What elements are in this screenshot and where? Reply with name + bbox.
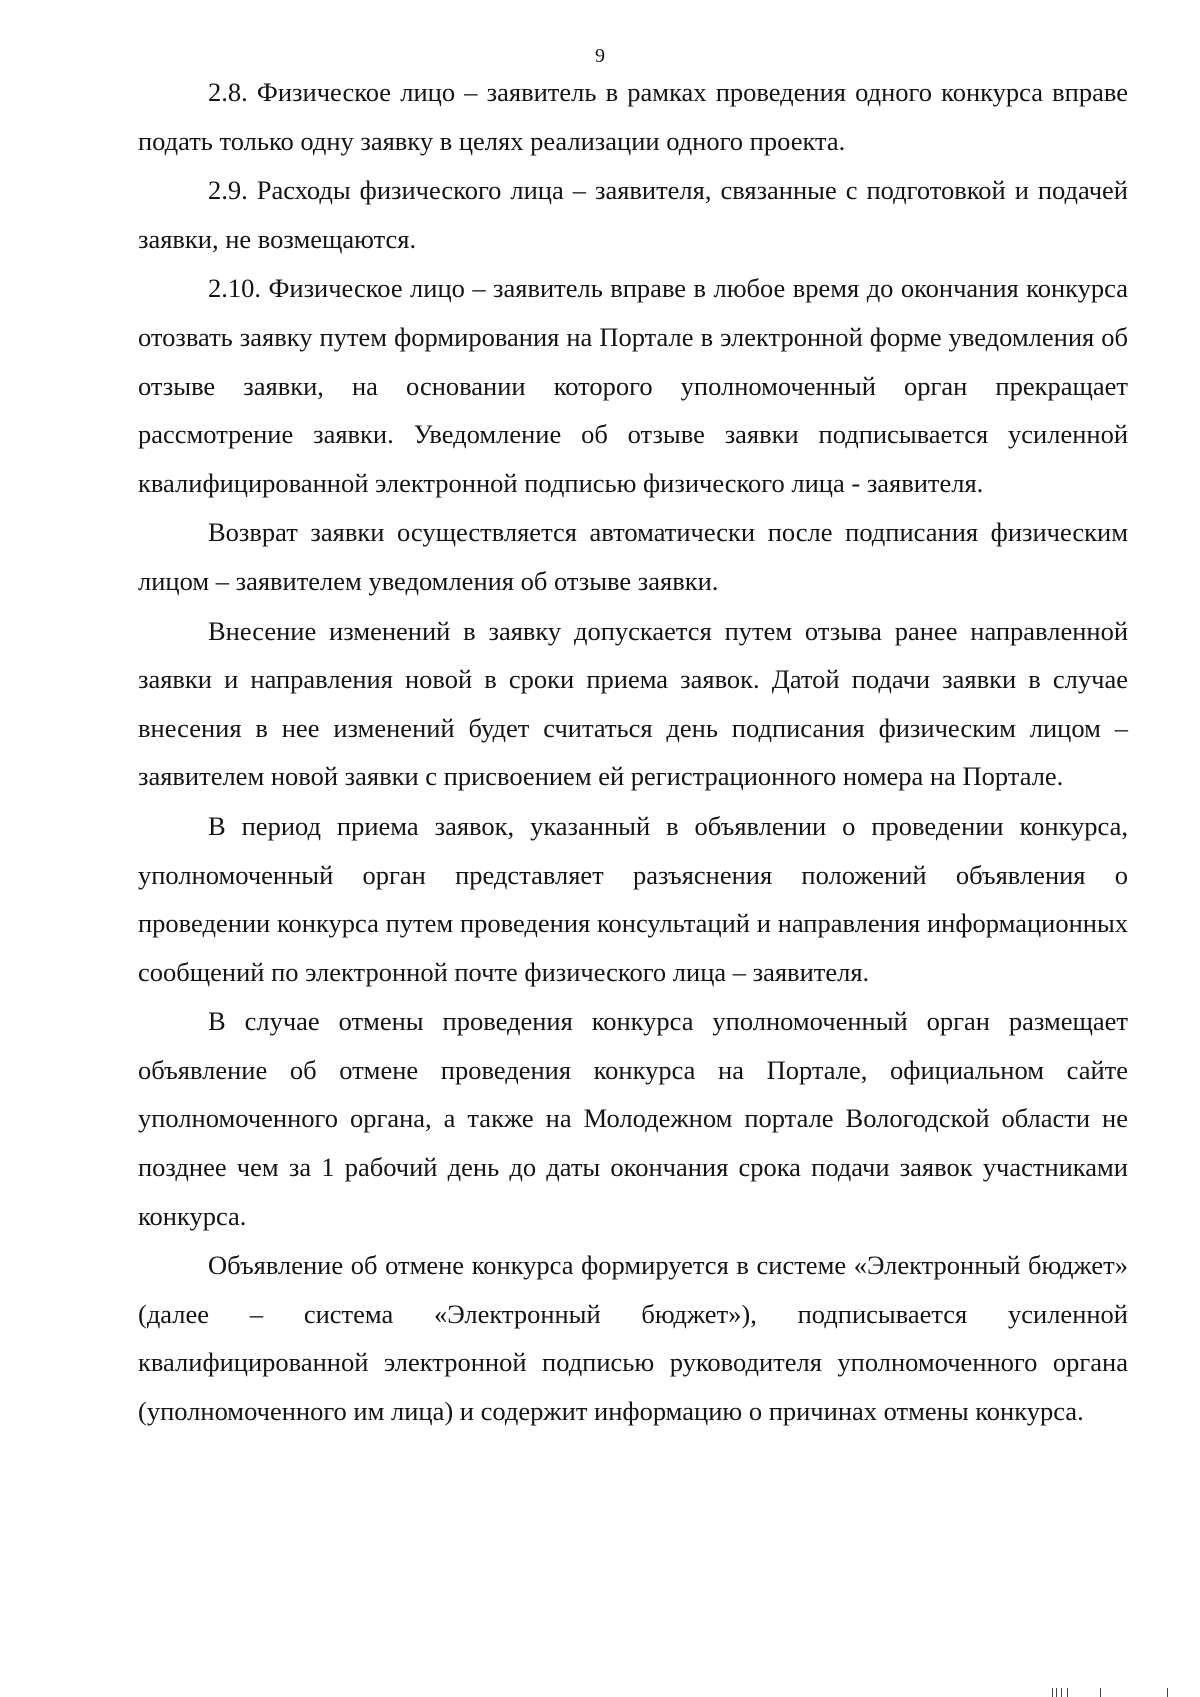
scan-mark [1052, 1688, 1053, 1697]
paragraph-clarifications: В период приема заявок, указанный в объявлении о проведении конкурса, уполномоченный орган представляет разъяснения положений объявления о проведении конкурса путем проведения консультаций и направления информационных сообщений по электронной почте физического лица – заявителя. [138, 810, 1128, 987]
scan-mark [1067, 1688, 1068, 1697]
scan-mark [1100, 1688, 1101, 1697]
paragraph-return-of-application: Возврат заявки осуществляется автоматически после подписания физическим лицом – заявителем уведомления об отзыве заявки. [138, 517, 1128, 596]
paragraph-amendments: Внесение изменений в заявку допускается путем отзыва ранее направленной заявки и направления новой в сроки приема заявок. Датой подачи заявки в случае внесения в нее изменений будет считаться день подписания физическим лицом – заявителем новой заявки с присвоением ей регистрационного номера на Портале. [138, 615, 1128, 792]
document-body [138, 68, 1128, 1437]
scan-mark [1061, 1688, 1062, 1697]
scan-mark [1056, 1688, 1057, 1697]
paragraph-2-8: 2.8. Физическое лицо – заявитель в рамках проведения одного конкурса вправе подать только одну заявку в целях реализации одного проекта. [138, 77, 1128, 156]
paragraph-cancellation-notice: Объявление об отмене конкурса формируется в системе «Электронный бюджет» (далее – система «Электронный бюджет»), подписывается усиленной квалифицированной электронной подписью руководителя уполномоченного органа (уполномоченного им лица) и содержит информацию о причинах отмены конкурса. [138, 1250, 1128, 1427]
page-number: 9 [595, 45, 605, 67]
paragraph-2-10: 2.10. Физическое лицо – заявитель вправе в любое время до окончания конкурса отозвать заявку путем формирования на Портале в электронной форме уведомления об отзыве заявки, на основании которого уполномоченный орган прекращает рассмотрение заявки. Уведомление об отзыве заявки подписывается усиленной квалифицированной электронной подписью физического лица - заявителя. [138, 273, 1128, 498]
paragraph-2-9: 2.9. Расходы физического лица – заявителя, связанные с подготовкой и подачей заявки, не возмещаются. [138, 175, 1128, 254]
scan-mark [1167, 1688, 1168, 1697]
paragraph-cancellation: В случае отмены проведения конкурса уполномоченный орган размещает объявление об отмене проведения конкурса на Портале, официальном сайте уполномоченного органа, а также на Молодежном портале Вологодской области не позднее чем за 1 рабочий день до даты окончания срока подачи заявок участниками конкурса. [138, 1006, 1128, 1231]
